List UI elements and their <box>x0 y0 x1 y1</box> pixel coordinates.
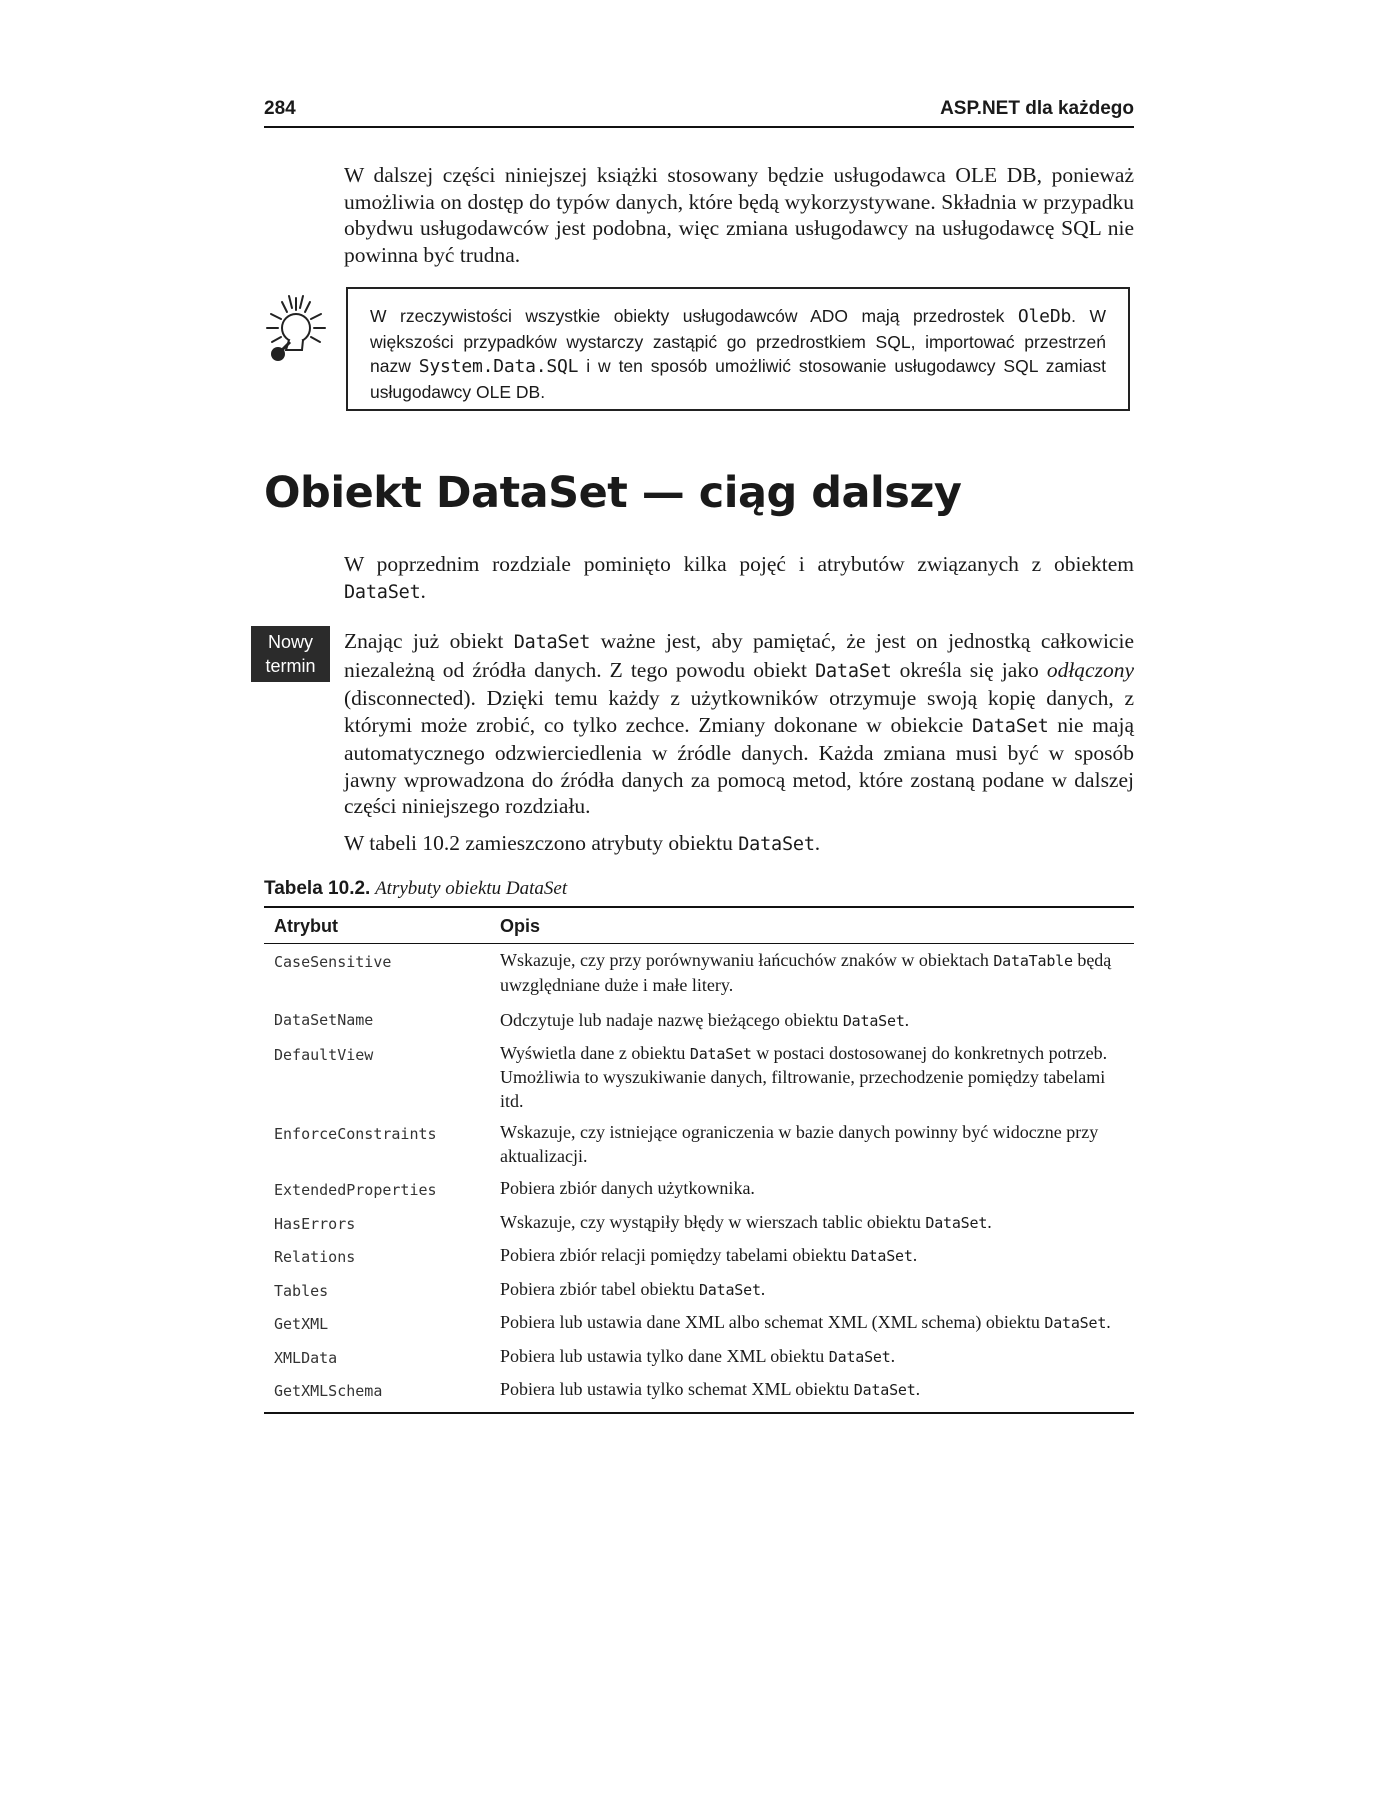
attribute-name: CaseSensitive <box>274 953 392 971</box>
paragraph-text: W poprzednim rozdziale pominięto kilka pojęć i atrybutów związanych z obiektem <box>344 552 1134 576</box>
table-row <box>264 1116 1134 1172</box>
attribute-name: HasErrors <box>274 1214 356 1233</box>
description-text: będą uwzględniane duże i małe litery. <box>500 950 1112 995</box>
attribute-name: GetXML <box>274 1315 329 1333</box>
attribute-description <box>490 944 1134 1001</box>
paragraph-text: W tabeli 10.2 zamieszczono atrybuty obiektu <box>344 831 739 855</box>
description-text: Wskazuje, czy przy porównywaniu łańcuchów znaków w obiektach <box>500 950 994 970</box>
description-text: . <box>760 1278 766 1299</box>
emphasis: odłączony <box>1046 657 1134 682</box>
paragraph-text: . <box>814 831 821 855</box>
table-row <box>264 1000 1134 1037</box>
inline-code: DataSet <box>513 632 591 653</box>
attribute-description <box>490 1273 1134 1307</box>
intro-paragraph: W dalszej części niniejszej książki stosowany będzie usługodawca OLE DB, ponieważ umożliwia on dostęp do typów danych, które będą wykorzystywane. Składnia w przypadku obydwu usługodawców jest podobna, więc zmiana usługodawcy na usługodawcę SQL nie powinna być trudna. <box>344 163 1134 267</box>
page-header <box>264 96 1134 128</box>
inline-code: DataSet <box>698 1280 761 1299</box>
tip-text: W rzeczywistości wszystkie obiekty usługodawców ADO mają przedrostek <box>370 306 1018 326</box>
attribute-description <box>490 1000 1134 1037</box>
inline-code: DataSet <box>853 1381 916 1399</box>
attributes-table <box>264 906 1134 1414</box>
column-header: Opis <box>490 907 1134 944</box>
description-text: Pobiera lub ustawia tylko dane XML obiektu <box>500 1345 829 1366</box>
attribute-description <box>490 1306 1134 1340</box>
table-row <box>264 1239 1134 1273</box>
page-number: 284 <box>264 98 296 119</box>
table-row <box>264 944 1134 1001</box>
column-header: Atrybut <box>264 907 490 944</box>
attribute-name: ExtendedProperties <box>274 1181 437 1199</box>
description-text: Wskazuje, czy istniejące ograniczenia w bazie danych powinny być widoczne przy aktualizacji. <box>500 1122 1099 1166</box>
attribute-name: Relations <box>274 1248 356 1266</box>
table-row <box>264 1273 1134 1307</box>
book-title: ASP.NET dla każdego <box>940 98 1134 119</box>
inline-code: DataSet <box>738 834 815 855</box>
new-term-badge <box>251 626 330 682</box>
paragraph-text: (disconnected). Dzięki temu każdy z użytkowników otrzymuje swoją kopię danych, z którymi może zrobić, co tylko zechce. Zmiany dokonane w obiekcie <box>344 686 1134 737</box>
attribute-name: DefaultView <box>274 1045 374 1064</box>
paragraph <box>344 628 1134 820</box>
attribute-description <box>490 1172 1134 1206</box>
description-text: Wyświetla dane z obiektu <box>500 1042 690 1063</box>
attribute-description <box>490 1239 1134 1273</box>
description-text: Odczytuje lub nadaje nazwę bieżącego obiektu <box>500 1010 843 1030</box>
attribute-name: XMLData <box>274 1348 338 1367</box>
badge-line: termin <box>265 656 316 676</box>
description-text: . <box>915 1379 921 1399</box>
description-text: Pobiera lub ustawia tylko schemat XML obiektu <box>500 1379 854 1399</box>
table-caption-label: Tabela 10.2. <box>264 878 371 899</box>
paragraph-text: ważne jest, aby pamiętać, że jest on jednostką całkowicie niezależną od źródła danych. Z tego powodu obiekt <box>344 629 1134 682</box>
attribute-name: Tables <box>274 1281 329 1300</box>
inline-code: DataTable <box>993 952 1073 970</box>
tip-code: System.Data.SQL <box>418 356 579 377</box>
description-text: Pobiera zbiór relacji pomiędzy tabelami obiektu <box>500 1245 851 1265</box>
table-row <box>264 1306 1134 1340</box>
table-caption <box>264 878 567 900</box>
section-title: Obiekt DataSet — ciąg dalszy <box>264 468 962 518</box>
badge-line: Nowy <box>267 632 313 652</box>
inline-code: DataSet <box>689 1044 752 1063</box>
inline-code: DataSet <box>925 1213 988 1232</box>
inline-code: DataSet <box>850 1247 913 1265</box>
attribute-description <box>490 1037 1134 1117</box>
lightbulb-icon <box>258 290 334 370</box>
table-header-row <box>264 907 1134 944</box>
tip-box <box>346 287 1130 411</box>
tip-text: . W większości przypadków wystarczy zastąpić go przedrostkiem SQL, importować przestrzeń nazw <box>370 306 1106 376</box>
description-text: w postaci dostosowanej do konkretnych potrzeb. Umożliwia to wyszukiwanie danych, filtrowanie, przechodzenie pomiędzy tabelami itd. <box>500 1042 1108 1111</box>
description-text: . <box>912 1245 918 1265</box>
paragraph-text: Znając już obiekt <box>344 629 514 653</box>
inline-code: DataSet <box>815 660 892 682</box>
description-text: . <box>890 1345 896 1366</box>
description-text: Wskazuje, czy wystąpiły błędy w wierszach tablic obiektu <box>500 1211 926 1232</box>
inline-code: DataSet <box>1044 1314 1107 1332</box>
table-row <box>264 1172 1134 1206</box>
attribute-description <box>490 1116 1134 1172</box>
table-row <box>264 1340 1134 1374</box>
table-row <box>264 1037 1134 1117</box>
paragraph <box>344 551 1134 606</box>
description-text: Pobiera zbiór danych użytkownika. <box>500 1178 755 1198</box>
table-caption-title: Atrybuty obiektu DataSet <box>375 878 568 899</box>
paragraph <box>344 830 1134 859</box>
paragraph-text: określa się jako <box>891 657 1047 682</box>
tip-code: OleDb <box>1017 306 1072 327</box>
paragraph-text: nie mają automatycznego odzwierciedlenia w źródle danych. Każda zmiana musi być w sposób jawny wprowadzona do źródła danych za pomocą metod, które zostaną podane w dalszej części niniejszego rozdziału. <box>344 712 1134 818</box>
description-text: Pobiera zbiór tabel obiektu <box>500 1278 699 1299</box>
description-text: . <box>987 1211 992 1232</box>
inline-code: DataSet <box>344 581 421 603</box>
attribute-description <box>490 1206 1134 1240</box>
description-text: . <box>1106 1312 1111 1332</box>
attribute-description <box>490 1340 1134 1374</box>
table-row <box>264 1373 1134 1413</box>
attribute-name: DataSetName <box>274 1011 374 1029</box>
inline-code: DataSet <box>842 1012 905 1030</box>
attribute-description <box>490 1373 1134 1413</box>
table-row <box>264 1206 1134 1240</box>
attribute-name: EnforceConstraints <box>274 1125 437 1143</box>
inline-code: DataSet <box>828 1347 891 1366</box>
paragraph-text: . <box>420 578 426 603</box>
attribute-name: GetXMLSchema <box>274 1382 383 1400</box>
description-text: Pobiera lub ustawia dane XML albo schemat XML (XML schema) obiektu <box>500 1312 1045 1332</box>
description-text: . <box>904 1010 910 1030</box>
tip-text: i w ten sposób umożliwić stosowanie usługodawcy SQL zamiast usługodawcy OLE DB. <box>370 356 1106 402</box>
inline-code: DataSet <box>972 715 1049 737</box>
